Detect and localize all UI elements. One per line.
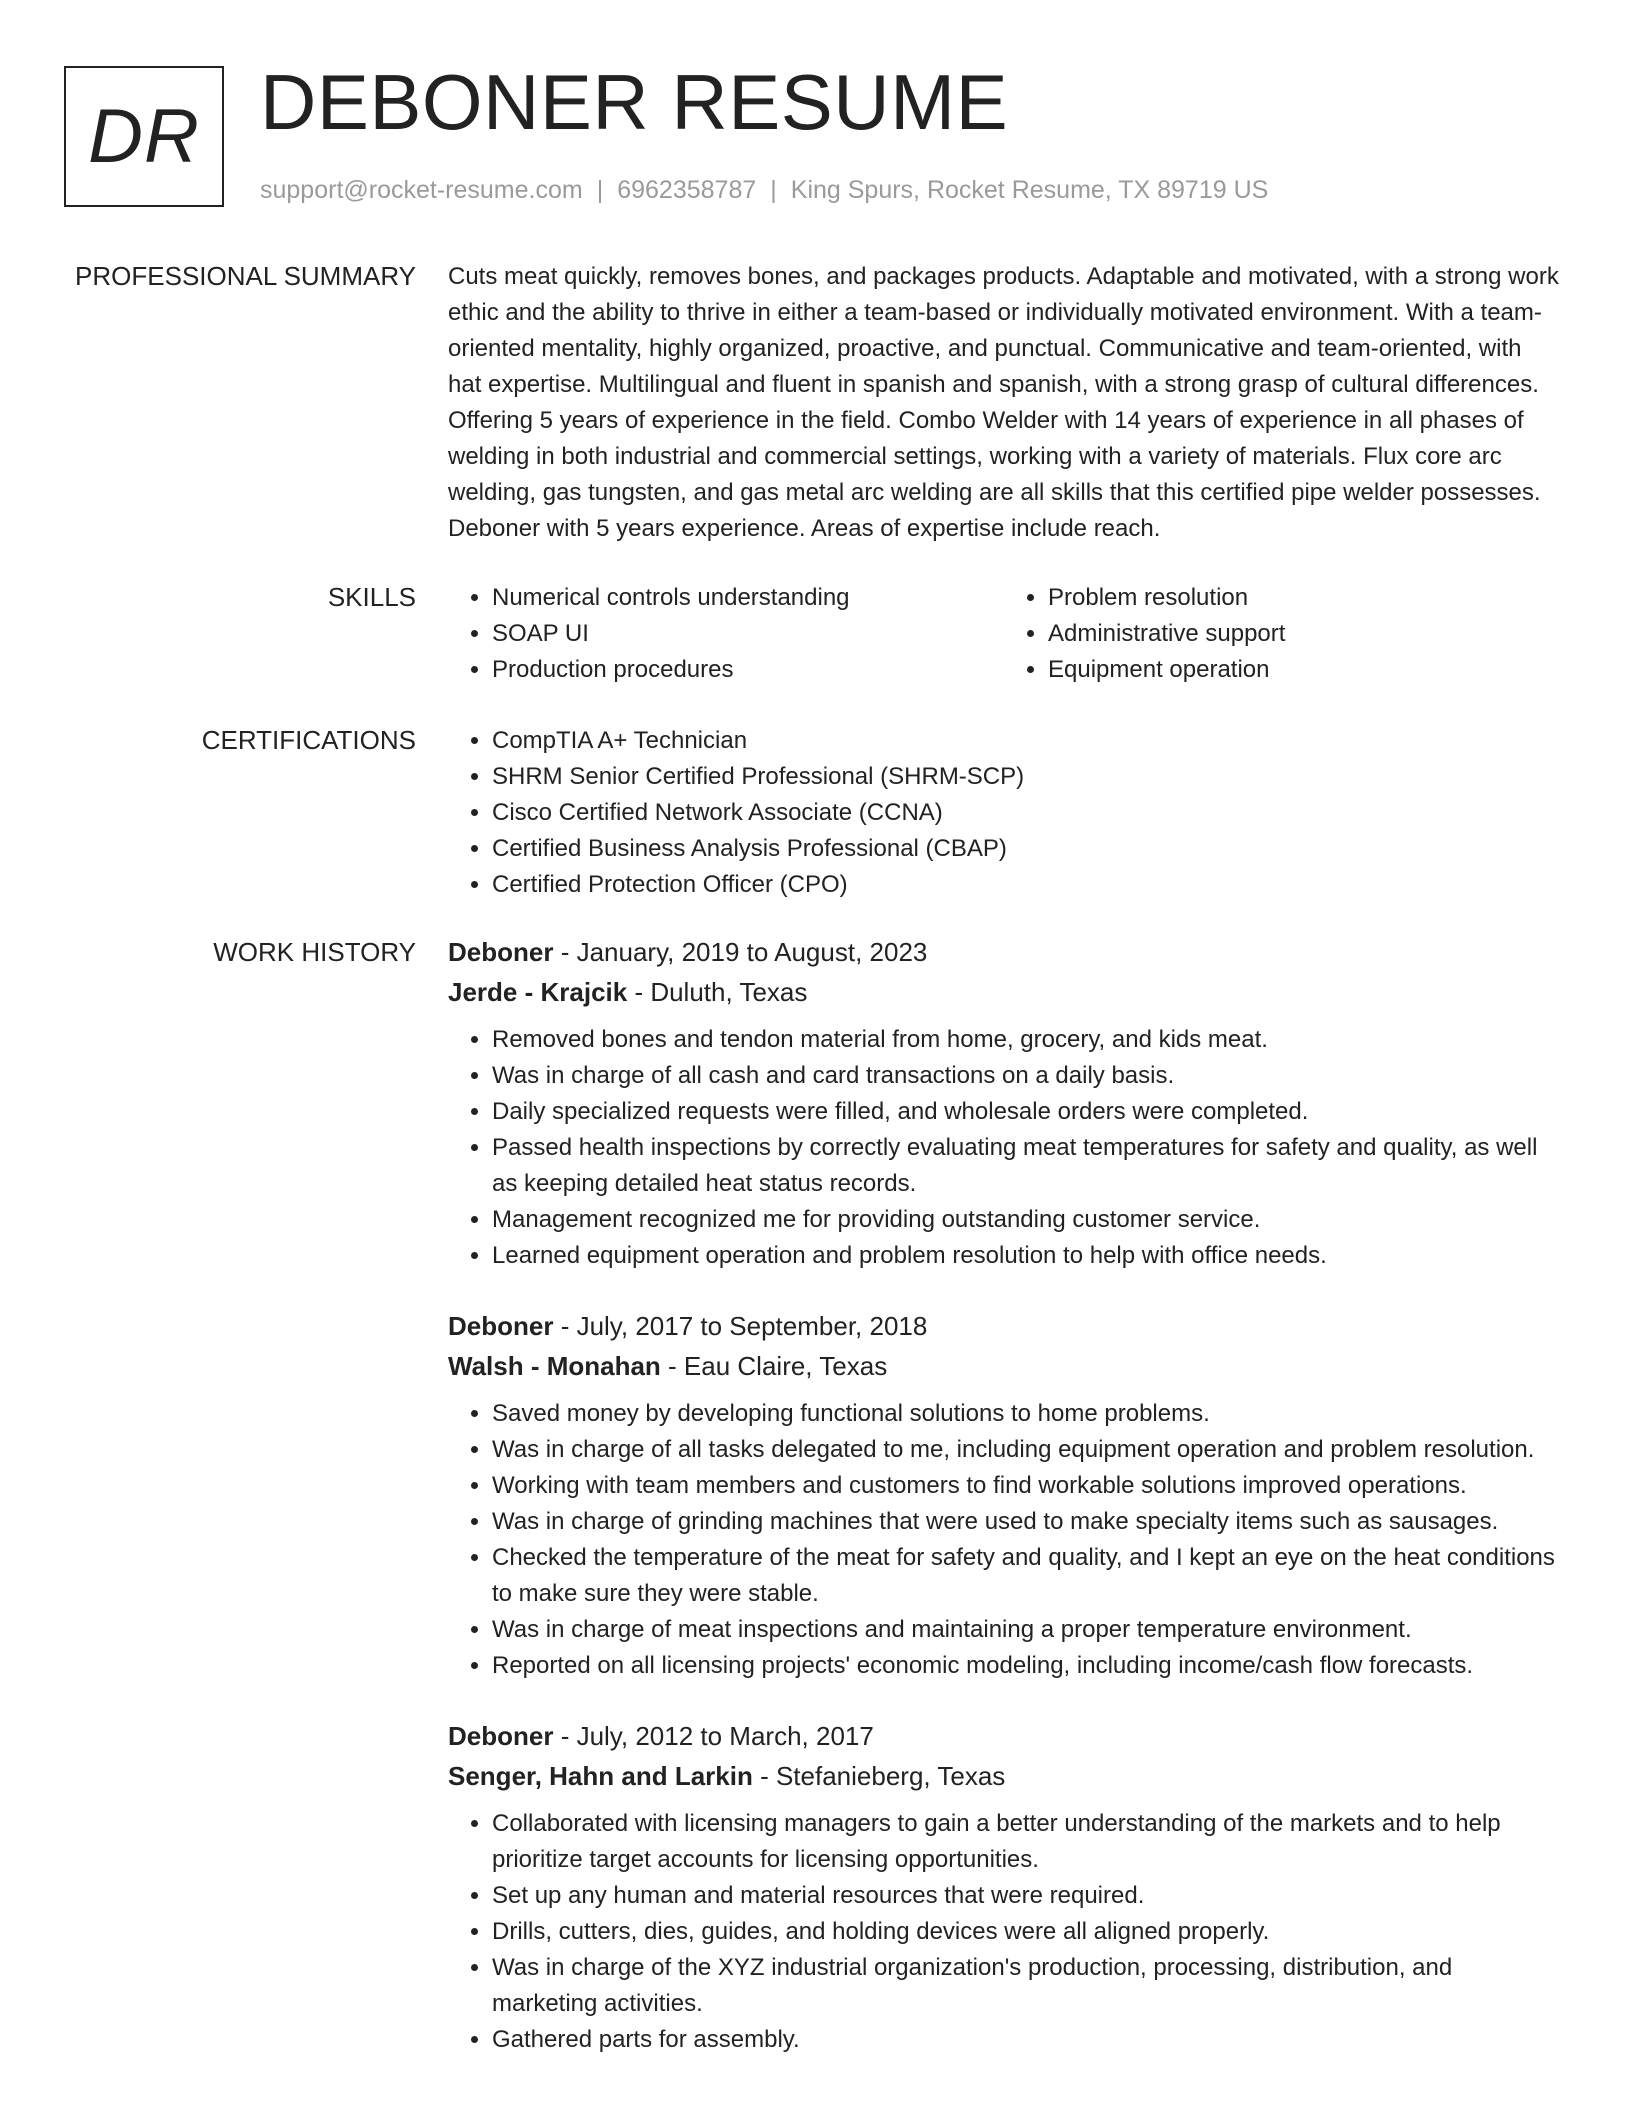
skill-item: • Problem resolution bbox=[1048, 580, 1560, 616]
job-company: Jerde - Krajcik bbox=[448, 977, 628, 1007]
job-location: - Eau Claire, Texas bbox=[660, 1351, 888, 1381]
job-bullet: • Working with team members and customers to find workable solutions improved operations. bbox=[492, 1468, 1560, 1504]
certification-item: • SHRM Senior Certified Professional (SHRM-SCP) bbox=[492, 759, 1560, 795]
summary-text: Cuts meat quickly, removes bones, and packages products. Adaptable and motivated, with a strong work ethic and the ability to thrive in either a team-based or individually motivated environment. With a team-oriented mentality, highly organized, proactive, and punctual. Communicative and team-oriented, with hat expertise. Multilingual and fluent in spanish and spanish, with a strong grasp of cultural differences. Offering 5 years of experience in the field. Combo Welder with 14 years of experience in all phases of welding in both industrial and commercial settings, working with a variety of materials. Flux core arc welding, gas tungsten, and gas metal arc welding are all skills that this certified pipe welder possesses. Deboner with 5 years experience. Areas of expertise include reach. bbox=[448, 263, 1559, 542]
certification-item: • Certified Protection Officer (CPO) bbox=[492, 867, 1560, 903]
job-bullet: • Passed health inspections by correctly evaluating meat temperatures for safety and quality, as well as keeping detailed heat status records. bbox=[492, 1130, 1560, 1202]
skill-item: • Numerical controls understanding bbox=[492, 580, 1004, 616]
certifications-list bbox=[448, 723, 1560, 903]
skills-section bbox=[448, 580, 1560, 688]
skill-item: • Equipment operation bbox=[1048, 652, 1560, 688]
certification-item: • Cisco Certified Network Associate (CCNA) bbox=[492, 795, 1560, 831]
contact-separator: | bbox=[770, 176, 777, 204]
job-company-line bbox=[448, 972, 1560, 1012]
job-bullet: • Was in charge of all tasks delegated to me, including equipment operation and problem resolution. bbox=[492, 1432, 1560, 1468]
job-bullets bbox=[448, 1806, 1560, 2058]
job-bullet: • Removed bones and tendon material from home, grocery, and kids meat. bbox=[492, 1022, 1560, 1058]
job-entry bbox=[448, 1306, 1560, 1684]
job-title-line bbox=[448, 1306, 1560, 1346]
job-bullet: • Was in charge of the XYZ industrial organization's production, processing, distribution, and marketing activities. bbox=[492, 1950, 1560, 2022]
job-company-line bbox=[448, 1346, 1560, 1386]
job-dates: - July, 2017 to September, 2018 bbox=[553, 1311, 928, 1341]
job-bullet: • Management recognized me for providing outstanding customer service. bbox=[492, 1202, 1560, 1238]
job-location: - Duluth, Texas bbox=[627, 977, 808, 1007]
job-bullet: • Learned equipment operation and problem resolution to help with office needs. bbox=[492, 1238, 1560, 1274]
job-dates: - July, 2012 to March, 2017 bbox=[553, 1721, 874, 1751]
job-dates: - January, 2019 to August, 2023 bbox=[553, 937, 928, 967]
job-bullet: • Checked the temperature of the meat for safety and quality, and I kept an eye on the heat conditions to make sure they were stable. bbox=[492, 1540, 1560, 1612]
job-bullet: • Was in charge of grinding machines that were used to make specialty items such as sausages. bbox=[492, 1504, 1560, 1540]
skills-heading: SKILLS bbox=[327, 582, 416, 612]
summary-heading: PROFESSIONAL SUMMARY bbox=[75, 261, 416, 291]
contact-phone[interactable]: 6962358787 bbox=[617, 176, 757, 204]
job-entry bbox=[448, 932, 1560, 1274]
skills-list-left bbox=[448, 580, 1004, 688]
skill-item: • SOAP UI bbox=[492, 616, 1004, 652]
job-title-line bbox=[448, 1716, 1560, 1756]
contact-address: King Spurs, Rocket Resume, TX 89719 US bbox=[790, 176, 1269, 204]
job-bullet: • Daily specialized requests were filled, and wholesale orders were completed. bbox=[492, 1094, 1560, 1130]
job-title-line bbox=[448, 932, 1560, 972]
job-title: Deboner bbox=[448, 937, 554, 967]
certification-item: • CompTIA A+ Technician bbox=[492, 723, 1560, 759]
monogram-logo: DR bbox=[64, 66, 224, 207]
job-bullet: • Was in charge of all cash and card transactions on a daily basis. bbox=[492, 1058, 1560, 1094]
job-entry bbox=[448, 1716, 1560, 2058]
job-company-line bbox=[448, 1756, 1560, 1796]
job-bullets bbox=[448, 1022, 1560, 1274]
contact-email[interactable]: support@rocket-resume.com bbox=[260, 176, 583, 204]
job-bullets bbox=[448, 1396, 1560, 1684]
contact-line bbox=[260, 175, 1268, 205]
job-bullet: • Drills, cutters, dies, guides, and holding devices were all aligned properly. bbox=[492, 1914, 1560, 1950]
skills-list-right bbox=[1004, 580, 1560, 688]
job-location: - Stefanieberg, Texas bbox=[752, 1761, 1006, 1791]
job-company: Walsh - Monahan bbox=[448, 1351, 661, 1381]
job-title: Deboner bbox=[448, 1311, 554, 1341]
certifications-section bbox=[448, 723, 1560, 903]
job-bullet: • Collaborated with licensing managers to gain a better understanding of the markets and to help prioritize target accounts for licensing opportunities. bbox=[492, 1806, 1560, 1878]
job-company: Senger, Hahn and Larkin bbox=[448, 1761, 753, 1791]
job-bullet: • Reported on all licensing projects' economic modeling, including income/cash flow forecasts. bbox=[492, 1648, 1560, 1684]
job-bullet: • Gathered parts for assembly. bbox=[492, 2022, 1560, 2058]
certifications-heading: CERTIFICATIONS bbox=[201, 725, 416, 755]
skill-item: • Production procedures bbox=[492, 652, 1004, 688]
job-title: Deboner bbox=[448, 1721, 554, 1751]
resume-name: DEBONER RESUME bbox=[260, 58, 1009, 146]
skill-item: • Administrative support bbox=[1048, 616, 1560, 652]
summary-section bbox=[448, 259, 1560, 547]
work-history-heading: WORK HISTORY bbox=[213, 937, 416, 967]
job-bullet: • Saved money by developing functional solutions to home problems. bbox=[492, 1396, 1560, 1432]
work-history-section bbox=[448, 932, 1560, 2090]
contact-separator: | bbox=[596, 176, 604, 204]
certification-item: • Certified Business Analysis Professional (CBAP) bbox=[492, 831, 1560, 867]
job-bullet: • Set up any human and material resources that were required. bbox=[492, 1878, 1560, 1914]
job-bullet: • Was in charge of meat inspections and maintaining a proper temperature environment. bbox=[492, 1612, 1560, 1648]
